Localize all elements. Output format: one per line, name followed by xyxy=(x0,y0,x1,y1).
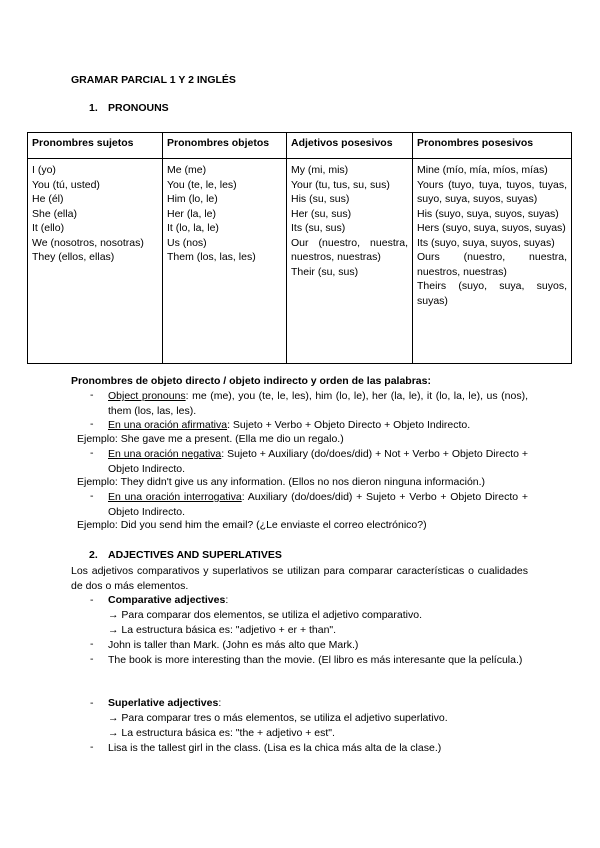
list-item: You (tú, usted) xyxy=(32,178,100,191)
list-item: Their (su, sus) xyxy=(291,265,359,278)
list-item: Her (su, sus) xyxy=(291,207,352,220)
example-line: Ejemplo: Did you send him the email? (¿Le enviaste el correo electrónico?) xyxy=(77,519,427,531)
item-label: En una oración afirmativa xyxy=(108,419,228,431)
list-item: They (ellos, ellas) xyxy=(32,251,115,263)
item-label: En una oración interrogativa xyxy=(108,491,242,503)
bullet-dash: - xyxy=(90,638,94,650)
list-item: My (mi, mis) xyxy=(291,164,349,176)
item-label: Object pronouns xyxy=(108,390,186,402)
superlative-label: Superlative adjectives xyxy=(108,697,219,709)
list-item: She (ella) xyxy=(32,207,77,220)
table-header-cell: Adjetivos posesivos xyxy=(287,133,413,159)
section1-heading: PRONOUNS xyxy=(108,102,169,114)
section1-number: 1. xyxy=(89,102,98,114)
list-item: We (nosotros, nosotras) xyxy=(32,236,144,249)
comparative-rule: → Para comparar dos elementos, se utiliza el adjetivo comparativo. xyxy=(108,609,422,621)
list-item: Ours (nuestro, nuestra, nuestros, nuestras) xyxy=(417,251,567,278)
affirmative-item xyxy=(108,418,528,433)
list-item: Mine (mío, mía, míos, mías) xyxy=(417,164,548,176)
list-item: I (yo) xyxy=(32,164,56,176)
superlative-heading xyxy=(108,697,221,709)
list-item: You (te, le, les) xyxy=(167,178,237,191)
list-item: Yours (tuyo, tuya, tuyos, tuyas, suyo, suya, suyos, suyas) xyxy=(417,178,567,205)
comparative-heading xyxy=(108,594,228,606)
table-row xyxy=(28,159,572,364)
item-text: : Sujeto + Auxiliary (do/does/did) + Not + Verbo + Objeto Directo + Objeto Indirecto. xyxy=(108,448,529,475)
list-item: Its (suyo, suya, suyos, suyas) xyxy=(417,236,555,249)
list-item: Us (nos) xyxy=(167,236,207,249)
example-line: Ejemplo: She gave me a present. (Ella me dio un regalo.) xyxy=(77,433,344,445)
negative-item xyxy=(108,447,528,476)
bullet-dash: - xyxy=(90,741,94,753)
colon: : xyxy=(218,697,222,709)
possessive-pronouns-cell xyxy=(413,159,572,364)
list-item: He (él) xyxy=(32,193,64,205)
comparative-example: John is taller than Mark. (John es más alto que Mark.) xyxy=(108,639,359,651)
table-header-cell: Pronombres objetos xyxy=(163,133,287,159)
list-item: Him (lo, le) xyxy=(167,193,218,205)
comparative-structure: → La estructura básica es: "adjetivo + er + than". xyxy=(108,624,337,636)
example-line: Ejemplo: They didn't give us any information. (Ellos no nos dieron ninguna información.) xyxy=(77,476,486,488)
list-item: Its (su, sus) xyxy=(291,222,346,234)
object-pronouns-heading: Pronombres de objeto directo / objeto indirecto y orden de las palabras: xyxy=(71,375,431,387)
list-item: It (lo, la, le) xyxy=(167,222,219,234)
comparative-label: Comparative adjectives xyxy=(108,594,226,606)
document-title: GRAMAR PARCIAL 1 Y 2 INGLÉS xyxy=(71,74,236,86)
list-item: It (ello) xyxy=(32,222,65,234)
colon: : xyxy=(225,594,229,606)
interrogative-item xyxy=(108,490,528,519)
item-text: : Auxiliary (do/does/did) + Sujeto + Verbo + Objeto Directo + Objeto Indirecto. xyxy=(108,491,528,518)
list-item: Hers (suyo, suya, suyos, suyas) xyxy=(417,222,566,234)
list-item: Our (nuestro, nuestra, nuestros, nuestras) xyxy=(291,236,408,263)
list-item: His (su, sus) xyxy=(291,193,350,205)
table-header-row xyxy=(28,133,572,159)
section2-intro: Los adjetivos comparativos y superlativos se utilizan para comparar características o cualidades de dos o más elementos. xyxy=(71,565,528,592)
superlative-structure: → La estructura básica es: "the + adjetivo + est". xyxy=(108,727,335,739)
object-pronouns-item xyxy=(108,389,528,418)
comparative-example: The book is more interesting than the movie. (El libro es más interesante que la película.) xyxy=(108,654,523,666)
object-pronouns-cell xyxy=(163,159,287,364)
bullet-dash: - xyxy=(90,653,94,665)
bullet-dash: - xyxy=(90,389,94,401)
superlative-rule: → Para comparar tres o más elementos, se utiliza el adjetivo superlativo. xyxy=(108,712,448,724)
superlative-example: Lisa is the tallest girl in the class. (Lisa es la chica más alta de la clase.) xyxy=(108,742,442,754)
bullet-dash: - xyxy=(90,490,94,502)
possessive-adjectives-cell xyxy=(287,159,413,364)
table-header-cell: Pronombres posesivos xyxy=(413,133,572,159)
item-text: : me (me), you (te, le, les), him (lo, le), her (la, le), it (lo, la, le), us (nos), them (los, las, les). xyxy=(108,390,528,417)
bullet-dash: - xyxy=(90,697,94,709)
item-text: : Sujeto + Verbo + Objeto Directo + Objeto Indirecto. xyxy=(227,419,471,431)
bullet-dash: - xyxy=(90,447,94,459)
item-label: En una oración negativa xyxy=(108,448,222,460)
list-item: Me (me) xyxy=(167,164,207,176)
bullet-dash: - xyxy=(90,594,94,606)
list-item: Theirs (suyo, suya, suyos, suyas) xyxy=(417,280,567,307)
pronouns-table xyxy=(27,132,572,364)
list-item: Them (los, las, les) xyxy=(167,251,256,263)
list-item: His (suyo, suya, suyos, suyas) xyxy=(417,207,559,220)
table-header-cell: Pronombres sujetos xyxy=(28,133,163,159)
subject-pronouns-cell xyxy=(28,159,163,364)
bullet-dash: - xyxy=(90,418,94,430)
list-item: Her (la, le) xyxy=(167,207,217,220)
section2-number: 2. xyxy=(89,549,98,561)
list-item: Your (tu, tus, su, sus) xyxy=(291,178,390,191)
section2-heading: ADJECTIVES AND SUPERLATIVES xyxy=(108,549,282,561)
